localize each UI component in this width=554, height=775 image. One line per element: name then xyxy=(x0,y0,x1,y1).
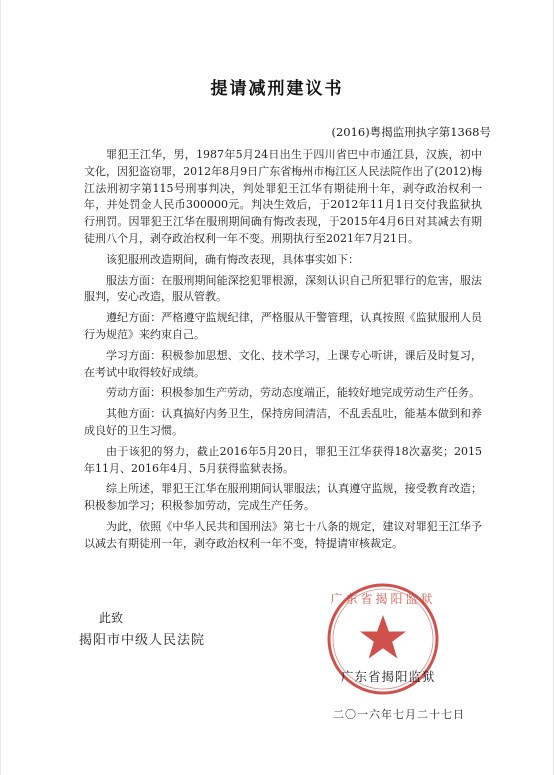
paragraph-awards: 由于该犯的努力，截止2016年5月20日，罪犯王江华获得18次嘉奖；2015年11月、2016年4月、5月获得监狱表扬。 xyxy=(84,444,482,475)
recipient-court: 揭阳市中级人民法院 xyxy=(79,633,206,648)
paragraph-summary: 综上所述，罪犯王江华在服刑期间认罪服法；认真遵守监规，接受教育改造；积极参加学习；积极参加劳动，完成生产任务。 xyxy=(84,482,482,513)
document-title: 提请减刑建议书 xyxy=(210,79,344,99)
paragraph-other: 其他方面：认真搞好内务卫生，保持房间清洁，不乱丢乱吐，能基本做到和养成良好的卫生习惯。 xyxy=(84,407,482,437)
paragraph-obedience: 服法方面：在服刑期间能深挖犯罪根源，深刻认识自己所犯罪行的危害，服法服判，安心改造，服从管教。 xyxy=(84,273,482,304)
paragraph-labor: 劳动方面：积极参加生产劳动，劳动态度端正，能较好地完成劳动生产任务。 xyxy=(106,386,480,400)
paragraph-study: 学习方面：积极参加思想、文化、技术学习，上课专心听讲，课后及时复习，在考试中取得较好成绩。 xyxy=(84,348,482,379)
paragraph-criminal-info: 罪犯王江华，男，1987年5月24日出生于四川省巴中市通江县，汉族，初中文化，因犯盗窃罪，2012年8月9日广东省梅州市梅江区人民法院作出了(2012)梅江法刑初字第115号刑事判决，判处罪犯王江华有期徒刑十年，剥夺政治权利一年，并处罚金人民币300000元。判决生效后，于2012年11月1日交付我监狱执行刑罚。因罪犯王江华在服刑期间确有悔改表现，于2015年4月6日对其减去有期徒刑八个月，剥夺政治权利一年不变。刑期执行至2021年7月21日。 xyxy=(84,148,482,245)
document-date: 二〇一六年七月二十七日 xyxy=(333,708,465,721)
closing-salutation: 此致 xyxy=(99,611,124,625)
issuer-name: 广东省揭阳监狱 xyxy=(341,669,436,684)
paragraph-discipline: 遵纪方面：严格遵守监规纪律，严格服从干警管理，认真按照《监狱服刑人员行为规范》来约束自己。 xyxy=(84,311,482,341)
document-number: (2016)粤揭监刑执字第1368号 xyxy=(331,125,491,139)
svg-text:广东省揭阳监狱: 广东省揭阳监狱 xyxy=(330,592,436,606)
document-body xyxy=(84,147,482,553)
paragraph-facts-intro: 该犯服刑改造期间，确有悔改表现，具体事实如下： xyxy=(106,252,359,266)
paragraph-recommendation: 为此，依照《中华人民共和国刑法》第七十八条的规定，建议对罪犯王江华予以减去有期徒刑一年，剥夺政治权利一年不变，特提请审核裁定。 xyxy=(84,519,482,550)
